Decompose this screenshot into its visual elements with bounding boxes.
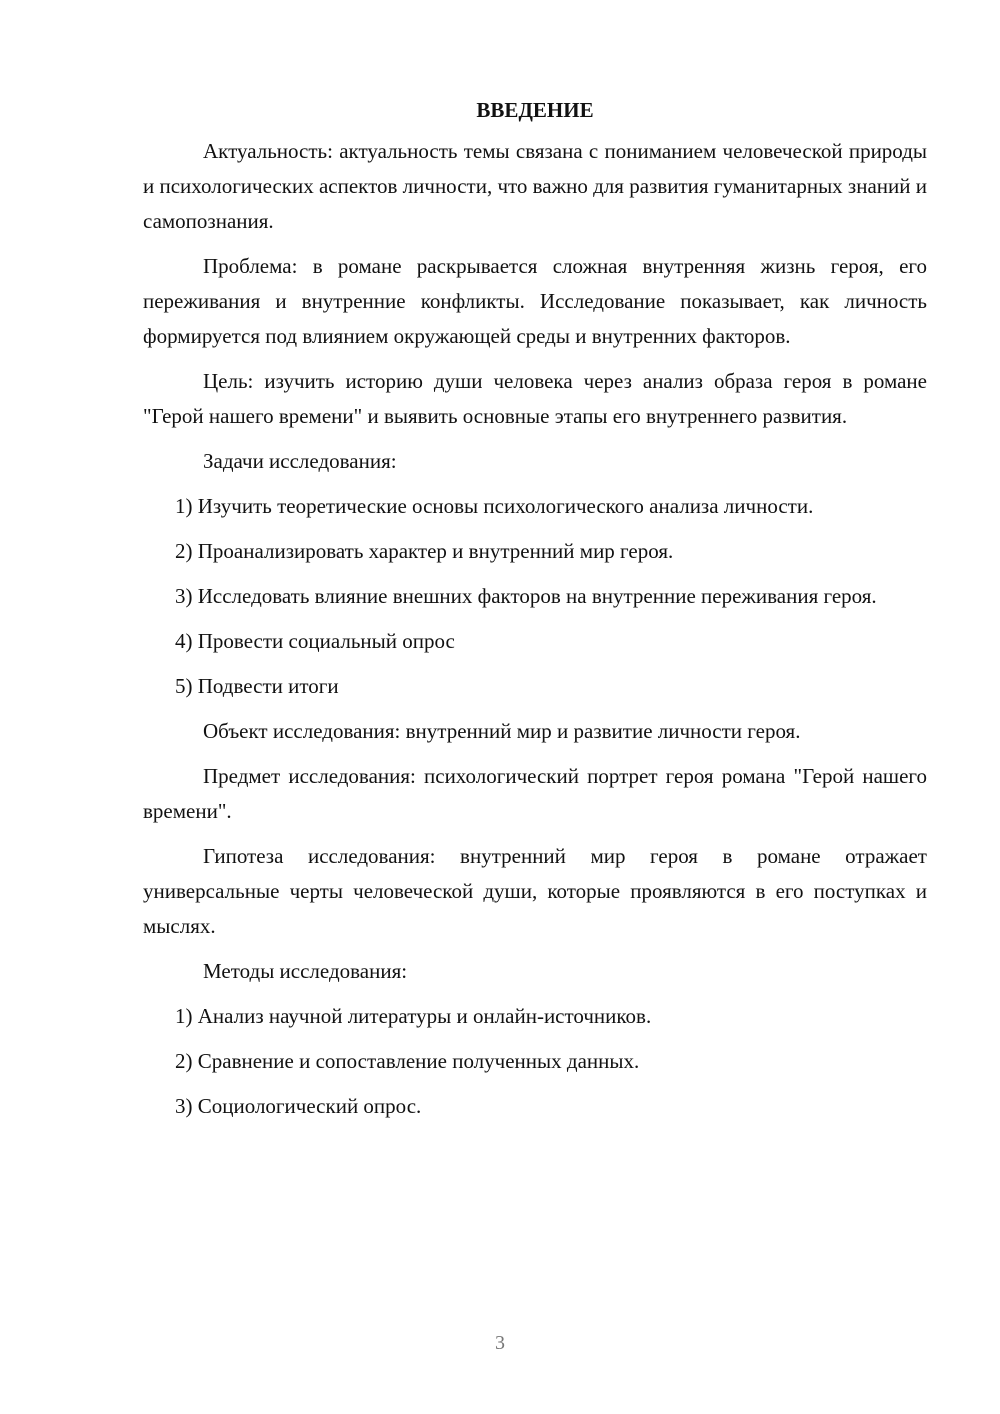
- method-item: 1) Анализ научной литературы и онлайн-источников.: [175, 1004, 652, 1028]
- paragraph-object: Объект исследования: внутренний мир и развитие личности героя.: [203, 719, 801, 743]
- task-item: 3) Исследовать влияние внешних факторов на внутренние переживания героя.: [175, 584, 877, 608]
- task-item: 2) Проанализировать характер и внутренний мир героя.: [175, 539, 674, 563]
- page-number: 3: [495, 1332, 505, 1354]
- paragraph-goal: Цель: изучить историю души человека через анализ образа героя в романе "Герой нашего времени" и выявить основные этапы его внутреннего развития.: [143, 369, 927, 428]
- paragraph-hypothesis: Гипотеза исследования: внутренний мир героя в романе отражает универсальные черты человеческой души, которые проявляются в его поступках и мыслях.: [143, 844, 927, 938]
- task-item: 4) Провести социальный опрос: [175, 629, 455, 653]
- method-item: 2) Сравнение и сопоставление полученных данных.: [175, 1049, 640, 1073]
- method-item: 3) Социологический опрос.: [175, 1094, 422, 1118]
- paragraph-relevance: Актуальность: актуальность темы связана с пониманием человеческой природы и психологических аспектов личности, что важно для развития гуманитарных знаний и самопознания.: [143, 139, 927, 233]
- methods-heading: Методы исследования:: [203, 959, 408, 983]
- paragraph-problem: Проблема: в романе раскрывается сложная внутренняя жизнь героя, его переживания и внутренние конфликты. Исследование показывает, как личность формируется под влиянием окружающей среды и внутренних факторов.: [143, 254, 927, 348]
- page-title: ВВЕДЕНИЕ: [476, 98, 594, 122]
- task-item: 5) Подвести итоги: [175, 674, 339, 698]
- tasks-heading: Задачи исследования:: [203, 449, 397, 473]
- document-body: [143, 93, 927, 1134]
- task-item: 1) Изучить теоретические основы психологического анализа личности.: [175, 494, 814, 518]
- paragraph-subject: Предмет исследования: психологический портрет героя романа "Герой нашего времени".: [143, 764, 927, 823]
